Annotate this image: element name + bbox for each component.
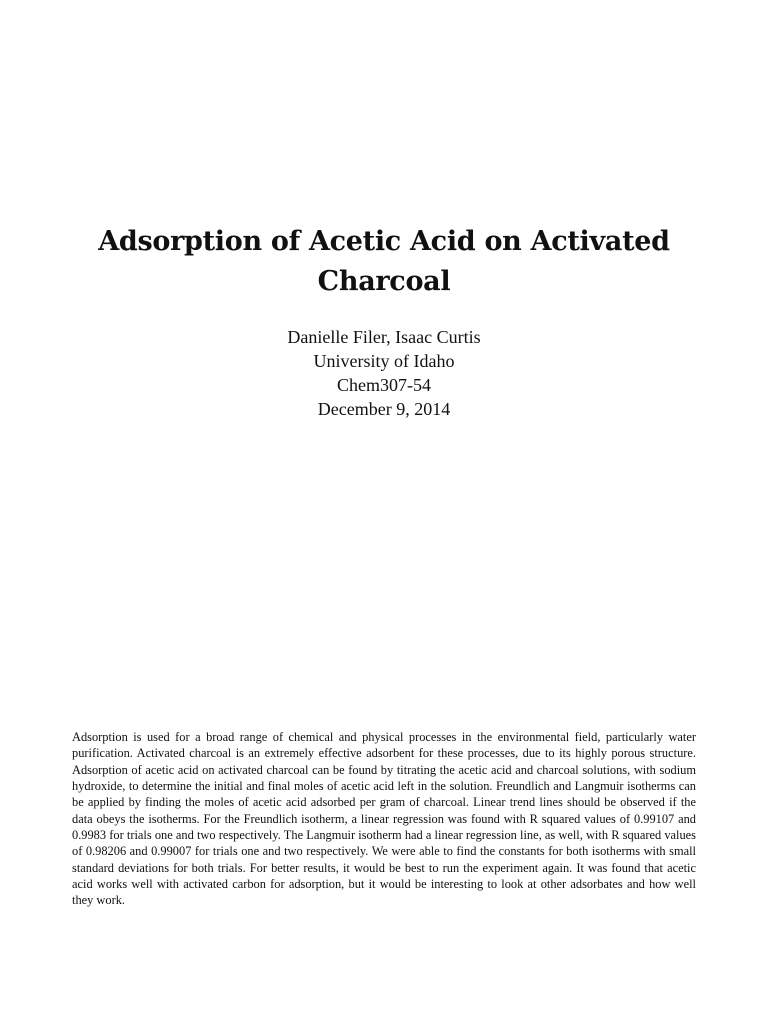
document-meta (84, 325, 684, 421)
document-date: December 9, 2014 (317, 399, 451, 419)
authors: Danielle Filer, Isaac Curtis (287, 327, 481, 347)
course-code: Chem307-54 (337, 375, 431, 395)
document-title (60, 222, 708, 302)
title-line-1: Adsorption of Acetic Acid on Activated (98, 226, 670, 257)
title-line-2: Charcoal (317, 266, 451, 297)
institution: University of Idaho (313, 351, 455, 371)
abstract-paragraph: Adsorption is used for a broad range of chemical and physical processes in the environmental field, particularly water purification. Activated charcoal is an extremely effective adsorbent for these processes, due to its highly porous structure. Adsorption of acetic acid on activated charcoal can be found by titrating the acetic acid and charcoal solutions, with sodium hydroxide, to determine the initial and final moles of acetic acid left in the solution. Freundlich and Langmuir isotherms can be applied by finding the moles of acetic acid adsorbed per gram of charcoal. Linear trend lines should be observed if the data obeys the isotherms. For the Freundlich isotherm, a linear regression was found with R squared values of 0.99107 and 0.9983 for trials one and two respectively. The Langmuir isotherm had a linear regression line, as well, with R squared values of 0.98206 and 0.99007 for trials one and two respectively. We were able to find the constants for both isotherms with small standard deviations for both trials. For better results, it would be best to run the experiment again. It was found that acetic acid works well with activated carbon for adsorption, but it would be interesting to look at other adsorbates and how well they work. (72, 730, 696, 908)
